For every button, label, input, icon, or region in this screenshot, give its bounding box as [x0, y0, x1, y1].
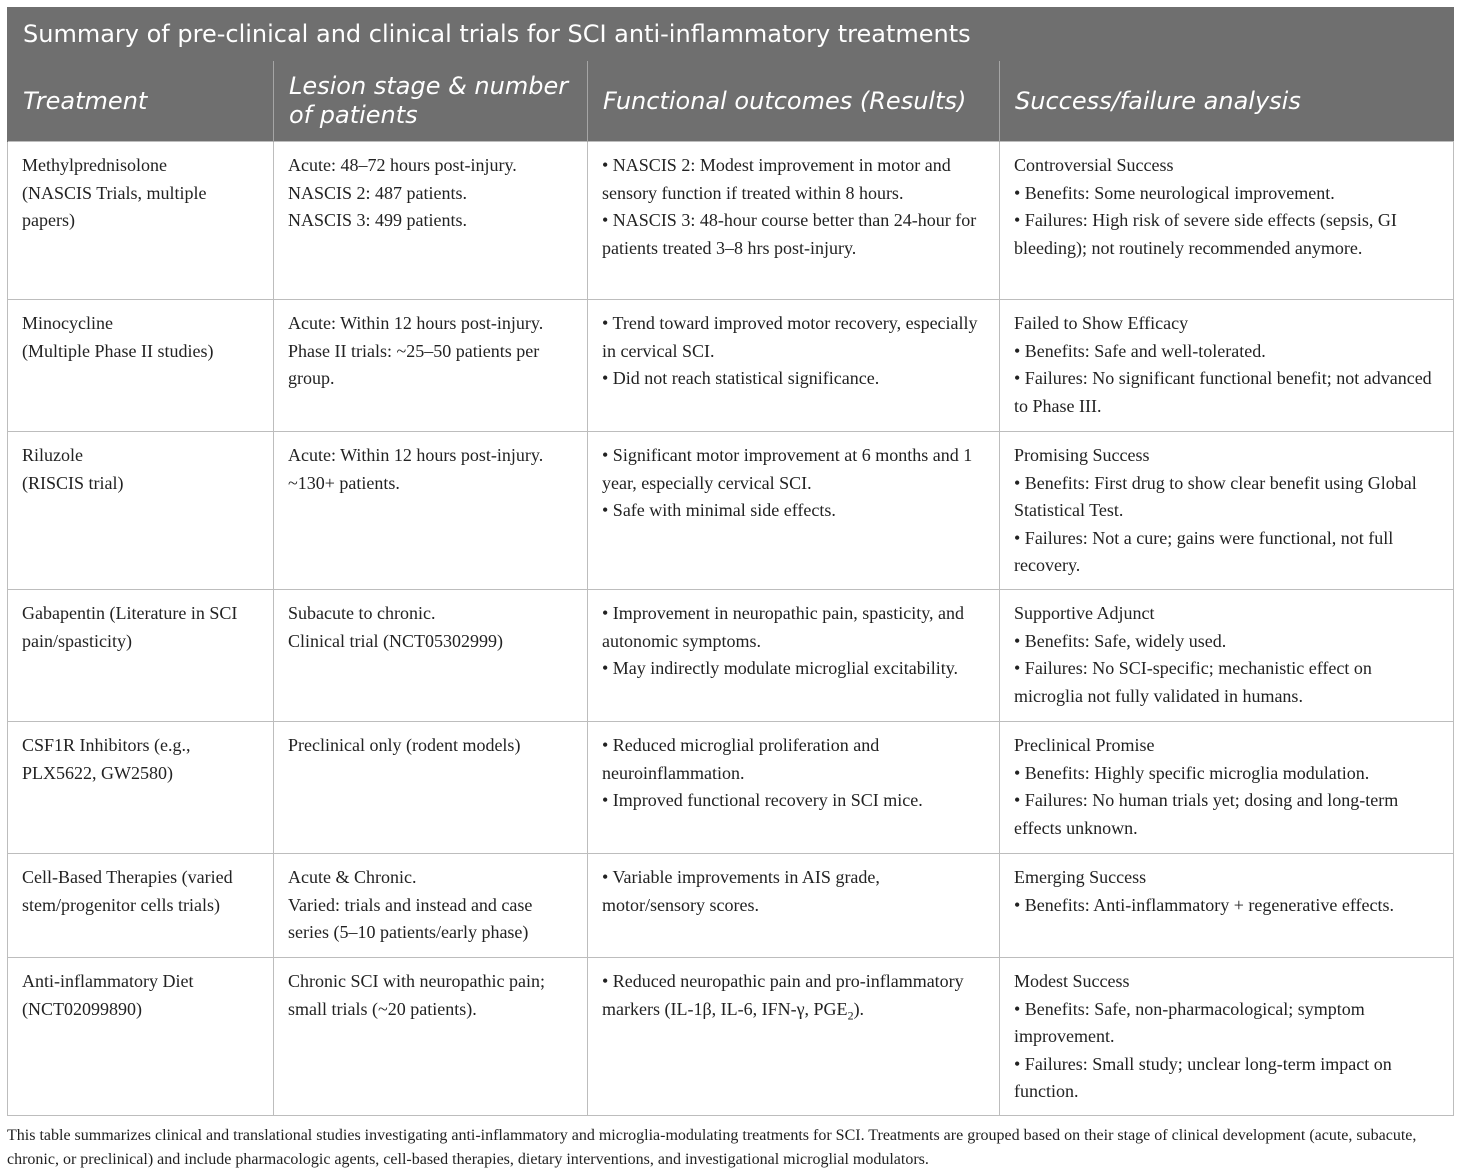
cell-line: NASCIS 2: 487 patients.: [288, 182, 468, 203]
cell-lesion: [274, 854, 588, 958]
header-functional-outcomes: Functional outcomes (Results): [588, 61, 1000, 142]
cell-line: (RISCIS trial): [22, 472, 124, 493]
table-row: [8, 432, 1454, 590]
cell-line: • Failures: No human trials yet; dosing and long-term effects unknown.: [1014, 790, 1399, 838]
cell-lesion: [274, 958, 588, 1116]
cell-lesion: [274, 590, 588, 722]
cell-lesion: [274, 432, 588, 590]
cell-line: • Benefits: Safe, widely used.: [1014, 630, 1227, 651]
cell-line: Methylprednisolone: [22, 155, 167, 175]
cell-line: Supportive Adjunct: [1014, 603, 1155, 623]
cell-line: • Trend toward improved motor recovery, especially in cervical SCI.: [602, 313, 978, 361]
cell-line: Cell-Based Therapies (varied stem/progenitor cells trials): [22, 867, 233, 915]
cell-line: (NCT02099890): [22, 998, 142, 1019]
cell-line: • Significant motor improvement at 6 months and 1 year, especially cervical SCI.: [602, 445, 973, 493]
cell-line: Preclinical only (rodent models): [288, 735, 521, 755]
cell-line: • Safe with minimal side effects.: [602, 500, 836, 520]
cell-outcomes: [588, 142, 1000, 300]
cell-line: Emerging Success: [1014, 867, 1147, 887]
header-success-failure: Success/failure analysis: [1000, 61, 1454, 142]
cell-line: • Benefits: First drug to show clear benefit using Global Statistical Test.: [1014, 472, 1417, 520]
cell-line: CSF1R Inhibitors (e.g., PLX5622, GW2580): [22, 735, 191, 783]
cell-line: • Benefits: Safe, non-pharmacological; symptom improvement.: [1014, 998, 1365, 1046]
cell-treatment: [8, 722, 274, 854]
cell-line: Riluzole: [22, 445, 83, 465]
cell-line: Acute: Within 12 hours post-injury. ~130+ patients.: [288, 445, 544, 493]
cell-outcomes: [588, 958, 1000, 1116]
cell-line: • Benefits: Safe and well-tolerated.: [1014, 340, 1266, 361]
cell-treatment: [8, 590, 274, 722]
cell-line: • Improved functional recovery in SCI mice.: [602, 790, 923, 810]
cell-analysis: [1000, 142, 1454, 300]
cell-line: Minocycline: [22, 313, 113, 333]
cell-line: Phase II trials: ~25–50 patients per group.: [288, 340, 540, 388]
cell-line: Acute & Chronic.: [288, 867, 417, 887]
cell-line: Modest Success: [1014, 971, 1130, 991]
cell-line: Clinical trial (NCT05302999): [288, 630, 503, 651]
cell-outcomes: [588, 590, 1000, 722]
cell-line: Failed to Show Efficacy: [1014, 313, 1189, 333]
cell-line: Gabapentin (Literature in SCI pain/spasticity): [22, 603, 238, 651]
cell-line: • May indirectly modulate microglial excitability.: [602, 658, 959, 678]
cell-line: Varied: trials and instead and case series (5–10 patients/early phase): [288, 894, 533, 942]
cell-line: Chronic SCI with neuropathic pain; small trials (~20 patients).: [288, 971, 545, 1019]
header-treatment: Treatment: [8, 61, 274, 142]
cell-line: [602, 968, 985, 1023]
cell-line: • NASCIS 3: 48-hour course better than 24-hour for patients treated 3–8 hrs post-injury.: [602, 210, 977, 258]
outcomes-text: • Reduced neuropathic pain and pro-inflammatory markers (IL-1β, IL-6, IFN-γ, PGE: [602, 971, 964, 1019]
cell-analysis: [1000, 854, 1454, 958]
cell-line: • Did not reach statistical significance.: [602, 368, 880, 388]
cell-line: • Failures: High risk of severe side effects (sepsis, GI bleeding); not routinely recommended anymore.: [1014, 210, 1397, 258]
cell-line: Controversial Success: [1014, 155, 1174, 175]
header-lesion-stage: Lesion stage & number of patients: [274, 61, 588, 142]
cell-analysis: [1000, 958, 1454, 1116]
cell-line: Preclinical Promise: [1014, 735, 1155, 755]
table-row: [8, 590, 1454, 722]
cell-line: • Benefits: Some neurological improvement.: [1014, 182, 1335, 203]
cell-outcomes: [588, 432, 1000, 590]
table-title: Summary of pre-clinical and clinical trials for SCI anti-inflammatory treatments: [8, 8, 1454, 61]
cell-analysis: [1000, 432, 1454, 590]
cell-line: • Reduced microglial proliferation and neuroinflammation.: [602, 735, 880, 783]
cell-line: Acute: Within 12 hours post-injury.: [288, 313, 544, 333]
cell-treatment: [8, 854, 274, 958]
cell-lesion: [274, 142, 588, 300]
table-container: [7, 7, 1453, 1172]
subscript: 2: [847, 1008, 854, 1023]
cell-treatment: [8, 142, 274, 300]
table-row: [8, 722, 1454, 854]
cell-line: • Benefits: Anti-inflammatory + regenerative effects.: [1014, 894, 1394, 915]
cell-analysis: [1000, 590, 1454, 722]
table-row: [8, 854, 1454, 958]
table-row: [8, 142, 1454, 300]
cell-lesion: [274, 300, 588, 432]
table-caption: This table summarizes clinical and translational studies investigating anti-inflammatory and microglia-modulating treatments for SCI. Treatments are grouped based on their stage of clinical development (acute, subacute, chronic, or preclinical) and include pharmacologic agents, cell-based therapies, dietary interventions, and investigational microglial modulators.: [7, 1127, 1417, 1168]
outcomes-tail: ).: [853, 998, 865, 1019]
cell-lesion: [274, 722, 588, 854]
cell-line: Anti-inflammatory Diet: [22, 971, 194, 991]
cell-line: • Failures: No SCI-specific; mechanistic effect on microglia not fully validated in humans.: [1014, 658, 1372, 706]
cell-line: • Improvement in neuropathic pain, spasticity, and autonomic symptoms.: [602, 603, 965, 651]
cell-line: Acute: 48–72 hours post-injury.: [288, 155, 517, 175]
cell-outcomes: [588, 854, 1000, 958]
cell-line: Subacute to chronic.: [288, 603, 436, 623]
cell-treatment: [8, 432, 274, 590]
cell-outcomes: [588, 722, 1000, 854]
cell-line: • NASCIS 2: Modest improvement in motor and sensory function if treated within 8 hours.: [602, 155, 951, 203]
cell-outcomes: [588, 300, 1000, 432]
table-body: [8, 142, 1454, 1116]
cell-treatment: [8, 958, 274, 1116]
cell-line: Promising Success: [1014, 445, 1150, 465]
cell-line: • Failures: Not a cure; gains were functional, not full recovery.: [1014, 527, 1394, 575]
cell-analysis: [1000, 300, 1454, 432]
cell-line: NASCIS 3: 499 patients.: [288, 210, 468, 230]
summary-table: [7, 7, 1454, 1116]
cell-line: (Multiple Phase II studies): [22, 340, 214, 361]
table-row: [8, 300, 1454, 432]
cell-line: • Failures: No significant functional benefit; not advanced to Phase III.: [1014, 368, 1432, 416]
cell-line: (NASCIS Trials, multiple papers): [22, 182, 207, 230]
cell-line: • Failures: Small study; unclear long-term impact on function.: [1014, 1053, 1392, 1101]
cell-treatment: [8, 300, 274, 432]
cell-line: • Variable improvements in AIS grade, motor/sensory scores.: [602, 867, 880, 915]
cell-analysis: [1000, 722, 1454, 854]
cell-line: • Benefits: Highly specific microglia modulation.: [1014, 762, 1370, 783]
table-row: [8, 958, 1454, 1116]
